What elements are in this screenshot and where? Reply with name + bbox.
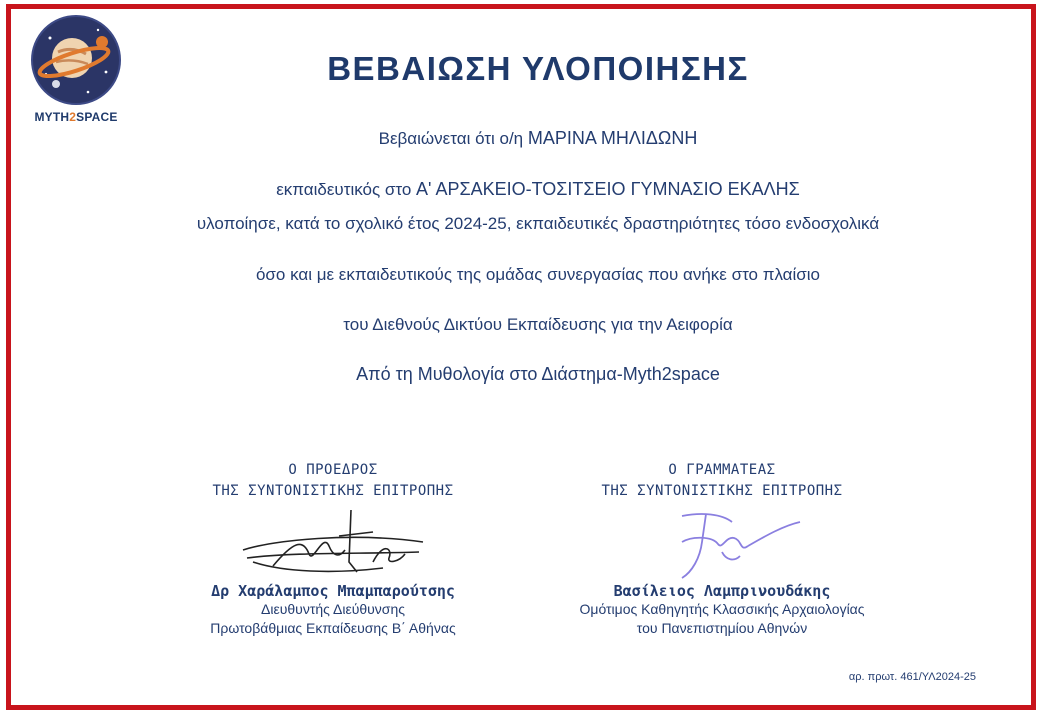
left-role-line1: Ο ΠΡΟΕΔΡΟΣ — [288, 462, 378, 478]
right-role-line1: Ο ΓΡΑΜΜΑΤΕΑΣ — [668, 462, 776, 478]
body-line-3: υλοποίησε, κατά το σχολικό έτος 2024-25, εκπαιδευτικές δραστηριότητες τόσο ενδοσχολικά — [196, 214, 880, 233]
school-name: Α' ΑΡΣΑΚΕΙΟ-ΤΟΣΙΤΣΕΙΟ ΓΥΜΝΑΣΙΟ ΕΚΑΛΗΣ — [416, 179, 800, 199]
certificate-title: ΒΕΒΑΙΩΣΗ ΥΛΟΠΟΙΗΣΗΣ — [327, 50, 749, 87]
right-title-line1: Ομότιμος Καθηγητής Κλασσικής Αρχαιολογίας — [579, 601, 865, 617]
left-signatory-name: Δρ Χαράλαμπος Μπαμπαρούτσης — [211, 582, 455, 600]
left-title-line1: Διευθυντής Διεύθυνσης — [261, 601, 405, 617]
body-line-4: όσο και με εκπαιδευτικούς της ομάδας συνεργασίας που ανήκε στο πλαίσιο — [255, 265, 821, 284]
recipient-prefix: Βεβαιώνεται ότι ο/η — [378, 129, 528, 148]
school-line — [0, 179, 1048, 200]
right-role-line2: ΤΗΣ ΣΥΝΤΟΝΙΣΤΙΚΗΣ ΕΠΙΤΡΟΠΗΣ — [601, 483, 843, 499]
school-prefix: εκπαιδευτικός στο — [276, 180, 417, 199]
left-role-line2: ΤΗΣ ΣΥΝΤΟΝΙΣΤΙΚΗΣ ΕΠΙΤΡΟΠΗΣ — [212, 483, 454, 499]
body-line-5: του Διεθνούς Δικτύου Εκπαίδευσης για την Αειφορία — [343, 315, 733, 334]
recipient-name: ΜΑΡΙΝΑ ΜΗΛΙΔΩΝΗ — [527, 128, 698, 148]
logo-wordmark: MYTH2SPACE — [34, 110, 118, 124]
signatory-left — [168, 460, 498, 638]
left-title-line2: Πρωτοβάθμιας Εκπαίδευσης Β΄ Αθήνας — [210, 620, 456, 636]
right-signature-image — [622, 502, 822, 582]
signatory-right — [547, 460, 897, 638]
program-name: Από τη Μυθολογία στο Διάστημα-Myth2space — [356, 364, 720, 384]
right-signatory-name: Βασίλειος Λαμπρινουδάκης — [613, 582, 831, 600]
right-title-line2: του Πανεπιστημίου Αθηνών — [636, 620, 808, 636]
recipient-line — [0, 128, 1048, 149]
left-signature-image — [233, 502, 433, 582]
protocol-number: αρ. πρωτ. 461/ΥΛ2024-25 — [848, 671, 976, 683]
